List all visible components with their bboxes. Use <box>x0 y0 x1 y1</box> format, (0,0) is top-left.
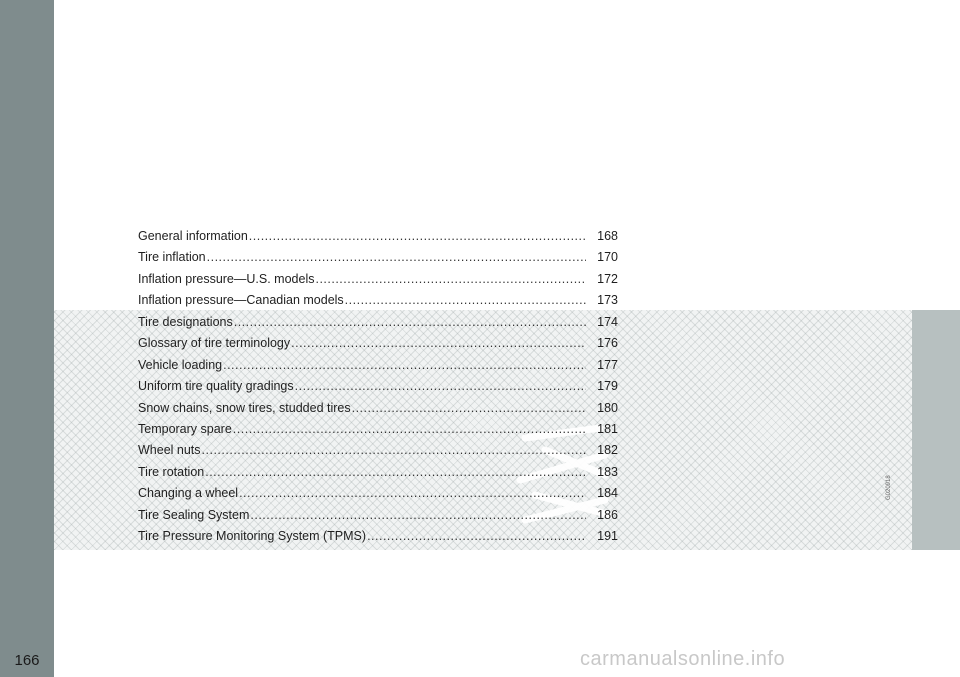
toc-dot-leader <box>291 333 586 354</box>
toc-entry[interactable] <box>138 505 618 526</box>
toc-dot-leader <box>249 226 586 247</box>
toc-entry-page: 183 <box>597 464 618 479</box>
toc-entry[interactable] <box>138 355 618 376</box>
toc-entry-page: 191 <box>597 529 618 544</box>
toc-entry-page: 170 <box>597 250 618 265</box>
watermark-text: carmanualsonline.info <box>580 648 786 670</box>
toc-entry[interactable] <box>138 462 618 483</box>
toc-entry-title: Tire rotation <box>138 464 205 479</box>
toc-entry[interactable] <box>138 376 618 397</box>
toc-dot-leader <box>352 398 586 419</box>
toc-dot-leader <box>239 483 586 504</box>
toc-dot-leader <box>315 269 586 290</box>
toc-entry[interactable] <box>138 333 618 354</box>
toc-entry[interactable] <box>138 419 618 440</box>
toc-entry-title: Tire designations <box>138 314 233 329</box>
toc-entry-page: 177 <box>597 357 618 372</box>
toc-entry-title: Inflation pressure—U.S. models <box>138 271 315 286</box>
table-of-contents <box>138 226 618 548</box>
chapter-tab <box>912 310 960 550</box>
toc-entry-page: 168 <box>597 229 618 243</box>
left-margin-band <box>0 0 54 677</box>
toc-entry-page: 173 <box>597 293 618 308</box>
toc-entry-page: 179 <box>597 379 618 394</box>
toc-entry-title: Snow chains, snow tires, studded tires <box>138 400 351 415</box>
toc-entry-title: Inflation pressure—Canadian models <box>138 293 344 308</box>
toc-entry-page: 184 <box>597 486 618 501</box>
toc-entry[interactable] <box>138 312 618 333</box>
toc-entry[interactable] <box>138 290 618 311</box>
image-code: G020918 <box>886 475 892 500</box>
toc-entry-page: 186 <box>597 507 618 522</box>
toc-dot-leader <box>207 247 586 268</box>
toc-entry-page: 182 <box>597 443 618 458</box>
toc-entry[interactable] <box>138 247 618 268</box>
toc-dot-leader <box>250 505 586 526</box>
toc-dot-leader <box>205 462 586 483</box>
toc-entry-page: 181 <box>597 421 618 436</box>
toc-dot-leader <box>223 355 586 376</box>
toc-entry-title: Changing a wheel <box>138 486 239 501</box>
toc-entry-title: Temporary spare <box>138 421 232 436</box>
toc-entry-page: 174 <box>597 314 618 329</box>
toc-dot-leader <box>233 419 586 440</box>
toc-entry[interactable] <box>138 226 618 247</box>
toc-entry-title: Tire Sealing System <box>138 507 250 522</box>
toc-entry-title: Vehicle loading <box>138 357 223 372</box>
toc-entry-title: Glossary of tire terminology <box>138 336 291 351</box>
toc-entry[interactable] <box>138 440 618 461</box>
toc-dot-leader <box>234 312 586 333</box>
toc-entry-page: 172 <box>597 271 618 286</box>
toc-entry-title: General information <box>138 229 248 243</box>
toc-dot-leader <box>202 440 586 461</box>
toc-entry[interactable] <box>138 398 618 419</box>
page-number: 166 <box>14 652 40 669</box>
toc-entry-page: 180 <box>597 400 618 415</box>
toc-entry-title: Uniform tire quality gradings <box>138 379 294 394</box>
toc-entry-page: 176 <box>597 336 618 351</box>
toc-entry[interactable] <box>138 269 618 290</box>
toc-entry[interactable] <box>138 483 618 504</box>
toc-dot-leader <box>345 290 586 311</box>
toc-entry-title: Wheel nuts <box>138 443 201 458</box>
toc-entry-title: Tire Pressure Monitoring System (TPMS) <box>138 529 367 544</box>
toc-dot-leader <box>367 526 586 547</box>
toc-entry-title: Tire inflation <box>138 250 206 265</box>
toc-entry[interactable] <box>138 526 618 547</box>
toc-dot-leader <box>295 376 586 397</box>
